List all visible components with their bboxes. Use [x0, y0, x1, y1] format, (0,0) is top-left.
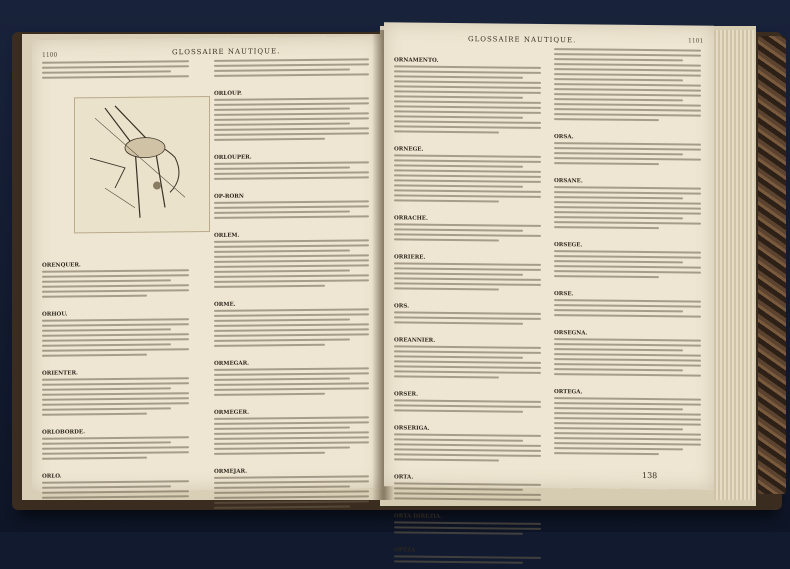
right-column-a: [394, 46, 544, 567]
left-column-b: [214, 58, 372, 512]
rigging-illustration: [74, 96, 210, 233]
headword: ORSERIGA.: [394, 425, 430, 432]
headword: ORSA.: [554, 134, 574, 141]
headword: ORTA.: [394, 474, 414, 481]
headword: ORRIERE.: [394, 254, 426, 261]
headword: ORHOU.: [42, 311, 68, 318]
right-signature-number: 138: [642, 470, 658, 481]
headword: ORS.: [394, 303, 410, 310]
headword: ORNAMENTO.: [394, 57, 439, 64]
headword: ORENQUER.: [42, 262, 81, 269]
headword: ORSANE.: [554, 178, 583, 185]
left-column-a: [42, 60, 192, 82]
left-page-number: 1100: [42, 51, 58, 59]
headword: ORSEGE.: [554, 242, 583, 249]
headword: ORLOBORDE.: [42, 429, 86, 436]
headword: ORIENTER.: [42, 370, 78, 377]
left-column-a-text: [42, 250, 192, 502]
fore-edge-pages: [714, 30, 754, 500]
headword: ORTEGA.: [554, 389, 583, 396]
right-page: [384, 22, 714, 554]
marbled-cover-edge: [758, 36, 786, 494]
headword: OP-RORN: [214, 193, 244, 200]
headword: ORTA DIREZIA.: [394, 513, 443, 520]
left-running-title: GLOSSAIRE NAUTIQUE.: [172, 47, 281, 57]
headword: ORLEM.: [214, 232, 240, 239]
headword: ORSE.: [554, 291, 574, 298]
headword: OPTZA.: [394, 547, 418, 554]
headword: ORLOUPER.: [214, 154, 252, 161]
headword: ORSEGNA.: [554, 330, 588, 337]
headword: ORLO.: [42, 473, 62, 480]
headword: ORMEGER.: [214, 409, 250, 416]
right-running-title: GLOSSAIRE NAUTIQUE.: [468, 35, 577, 45]
headword: ORSER.: [394, 391, 419, 398]
left-page: [32, 36, 382, 492]
headword: ORNEGE.: [394, 146, 424, 153]
headword: ORLOUP.: [214, 90, 242, 97]
headword: ORMEJAR.: [214, 468, 247, 475]
headword: OREANNIER.: [394, 337, 436, 344]
headword: ORRACHE.: [394, 215, 428, 222]
illustration-svg: [75, 97, 209, 232]
headword: ORME.: [214, 301, 236, 308]
right-column-b: [554, 48, 704, 459]
headword: ORMEGAR.: [214, 360, 250, 367]
right-page-number: 1101: [688, 37, 704, 45]
